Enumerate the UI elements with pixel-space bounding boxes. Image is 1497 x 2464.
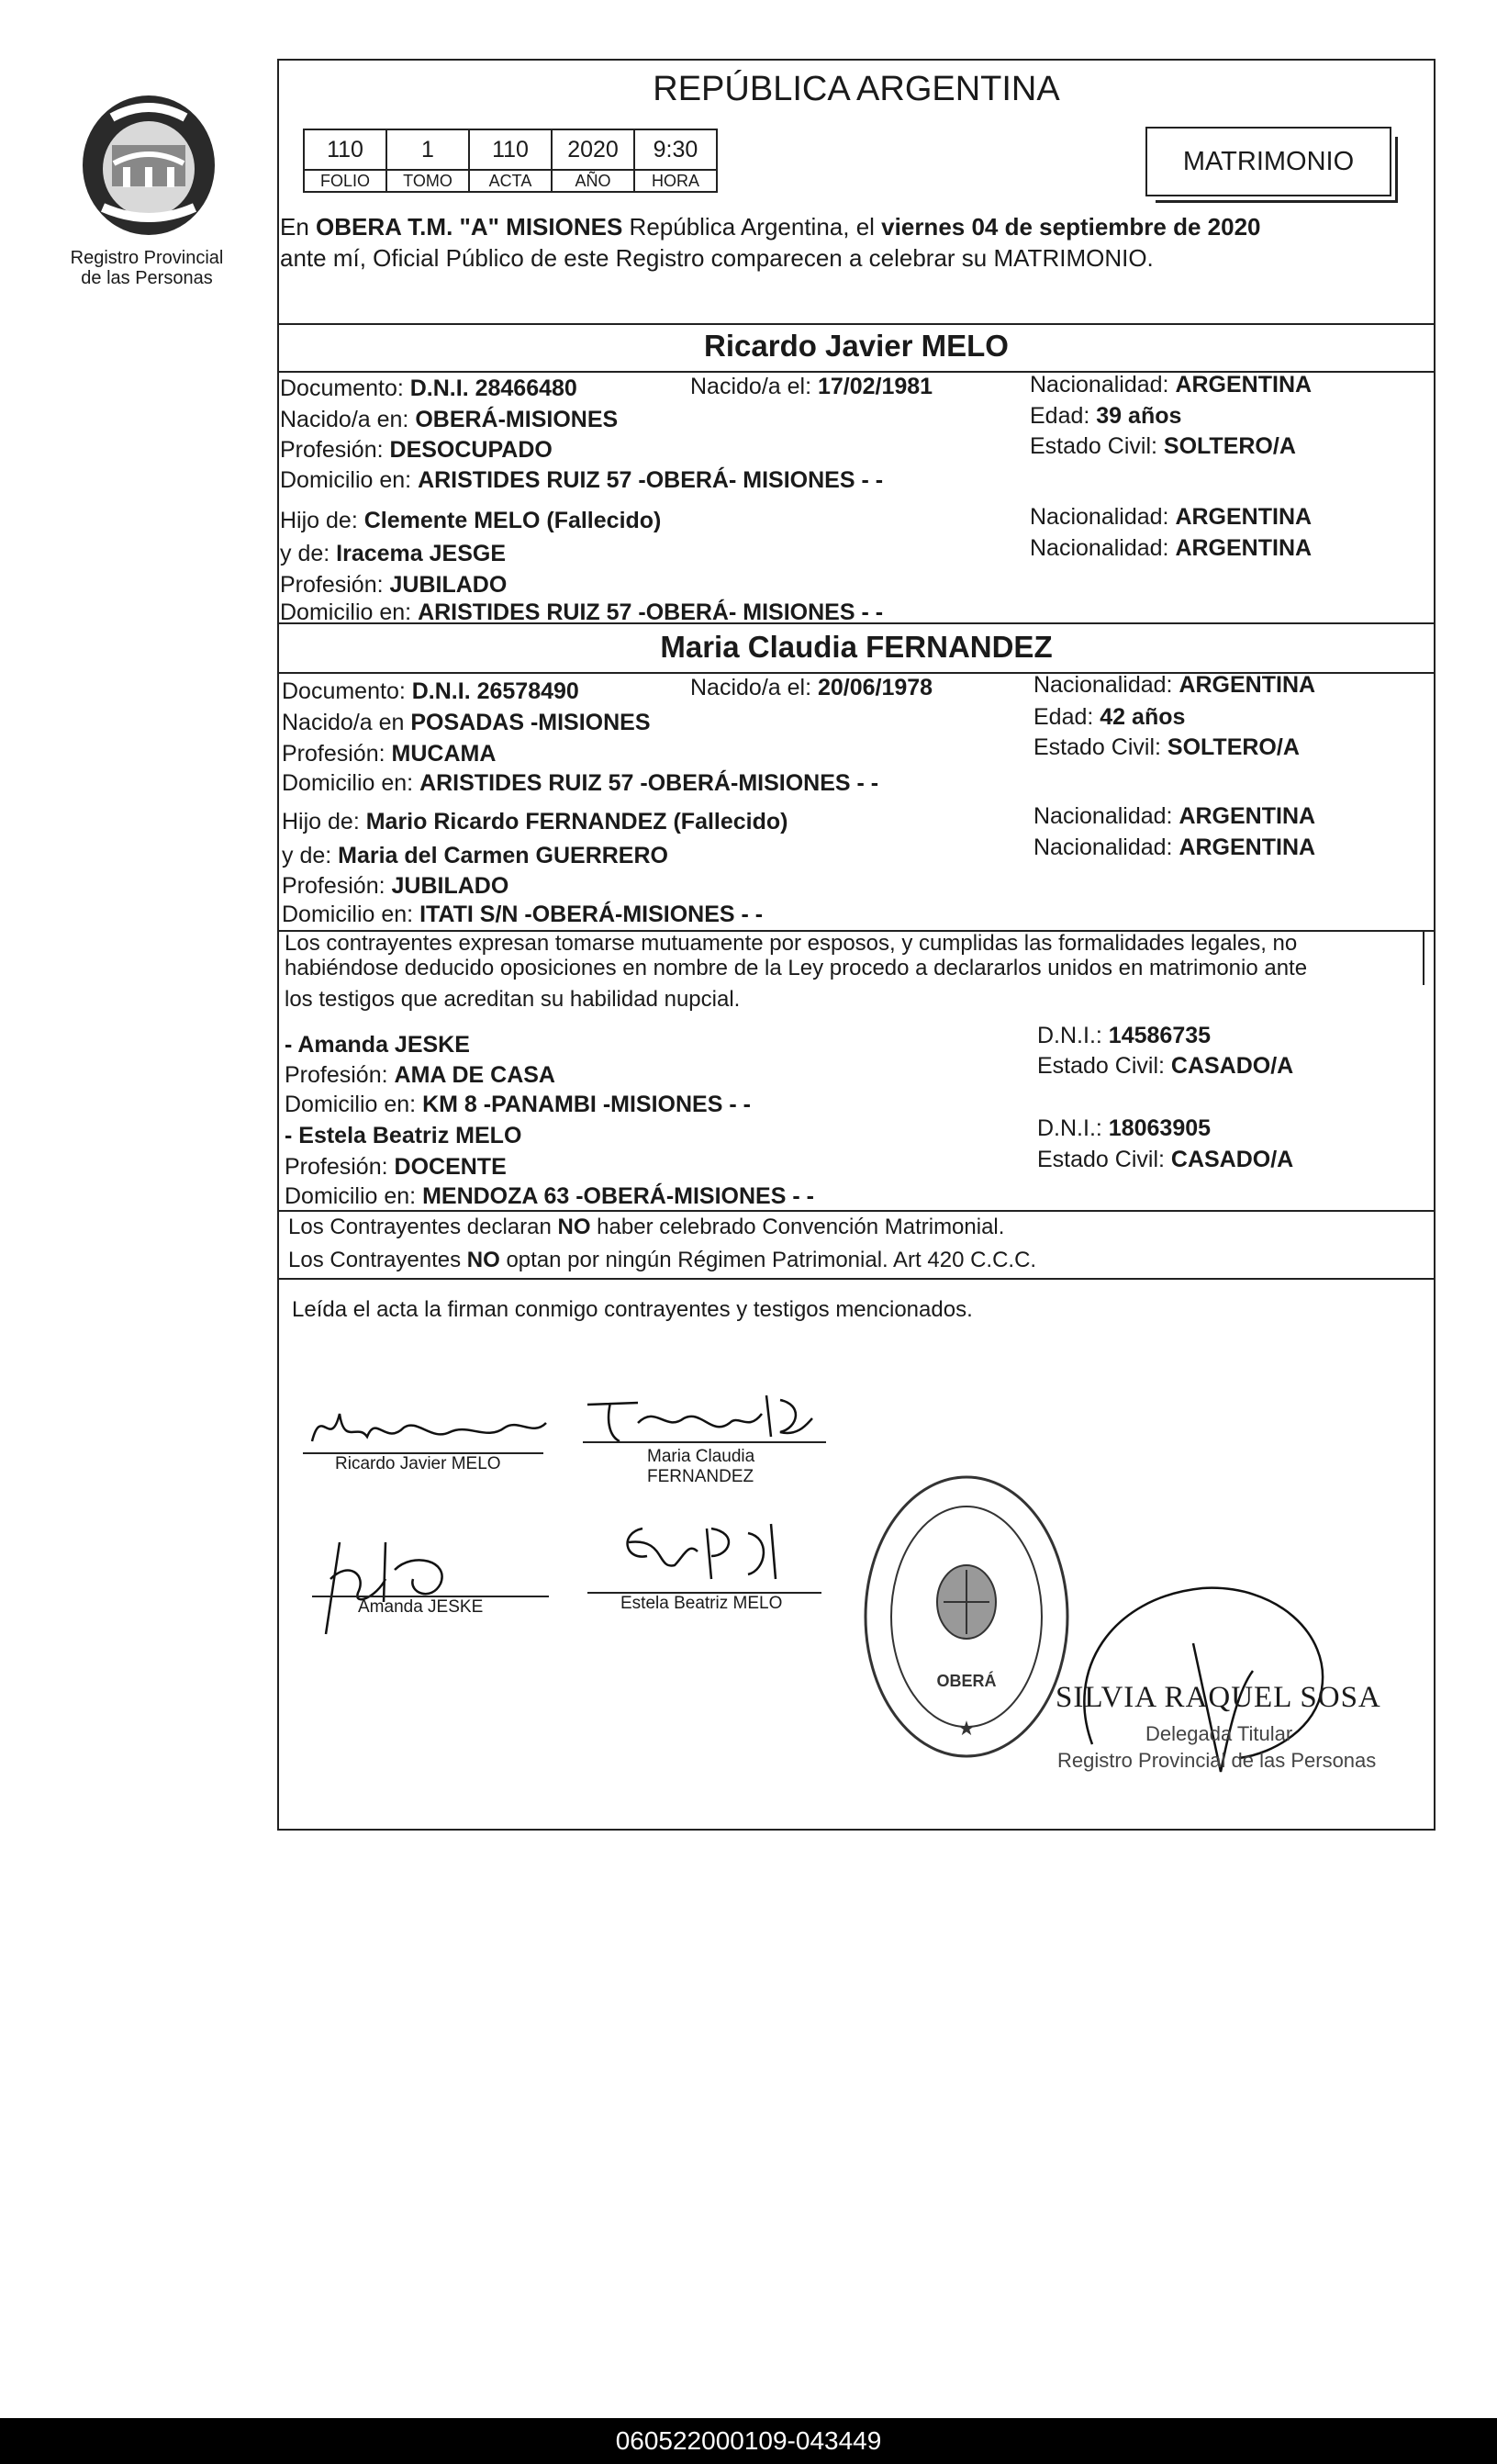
regime-line-2: Los Contrayentes NO optan por ningún Régimen Patrimonial. Art 420 C.C.C. (288, 1248, 1037, 1272)
spouse2-father: Hijo de: Mario Ricardo FERNANDEZ (Fallecido) (282, 809, 788, 834)
provincial-logo (75, 90, 222, 237)
record-type-box: MATRIMONIO (1145, 127, 1391, 196)
spouse1-age: Edad: 39 años (1030, 403, 1182, 429)
acta-label: ACTA (469, 170, 552, 192)
spouse1-profession: Profesión: DESOCUPADO (280, 437, 553, 463)
signature-name-2a: Maria Claudia (647, 1447, 755, 1466)
anio-label: AÑO (552, 170, 634, 192)
signature-name-3: Amanda JESKE (358, 1597, 484, 1617)
closing-text: Leída el acta la firman conmigo contrayentes y testigos mencionados. (292, 1297, 973, 1322)
spouse1-birthplace: Nacido/a en: OBERÁ-MISIONES (280, 407, 619, 432)
spouse1-mother: y de: Iracema JESGE (280, 541, 506, 566)
witness1-address: Domicilio en: KM 8 -PANAMBI -MISIONES - - (285, 1092, 751, 1117)
spouse1-mother-nationality: Nacionalidad: ARGENTINA (1030, 535, 1313, 561)
hora-label: HORA (634, 170, 717, 192)
seal-center-text: OBERÁ (936, 1672, 997, 1690)
spouse2-age: Edad: 42 años (1033, 704, 1186, 730)
witness1-profession: Profesión: AMA DE CASA (285, 1062, 555, 1088)
seal-stamp-icon (863, 1473, 1070, 1760)
svg-text:★: ★ (957, 1717, 976, 1740)
spouse2-address: Domicilio en: ARISTIDES RUIZ 57 -OBERÁ-MISIONES - - (282, 770, 879, 796)
declaration-line-1: Los contrayentes expresan tomarse mutuamente por esposos, y cumplidas las formalidades legales, no (285, 931, 1298, 956)
spouse2-civil-status: Estado Civil: SOLTERO/A (1033, 734, 1300, 760)
witness2-address: Domicilio en: MENDOZA 63 -OBERÁ-MISIONES - - (285, 1183, 814, 1209)
spouse2-birthdate: Nacido/a el: 20/06/1978 (690, 675, 933, 700)
spouse1-name: Ricardo Javier MELO (704, 329, 1009, 363)
folio-value: 110 (304, 129, 386, 170)
spouse2-nationality: Nacionalidad: ARGENTINA (1033, 672, 1316, 698)
officer-role: Delegada Titular (1145, 1722, 1293, 1745)
spouse1-birthdate: Nacido/a el: 17/02/1981 (690, 374, 933, 399)
footer-code: 060522000109-043449 (0, 2418, 1497, 2464)
declaration-line-3: los testigos que acreditan su habilidad nupcial. (285, 987, 741, 1012)
spouse2-parent-profession: Profesión: JUBILADO (282, 873, 509, 899)
spouse1-address: Domicilio en: ARISTIDES RUIZ 57 -OBERÁ- MISIONES - - (280, 467, 884, 493)
witness2-civil-status: Estado Civil: CASADO/A (1037, 1147, 1294, 1172)
spouse2-parent-address: Domicilio en: ITATI S/N -OBERÁ-MISIONES - - (282, 902, 764, 927)
signature-amanda (312, 1524, 477, 1643)
spouse2-document: Documento: D.N.I. 26578490 (282, 678, 579, 704)
spouse1-parent-profession: Profesión: JUBILADO (280, 572, 508, 598)
witness1-name: - Amanda JESKE (285, 1032, 470, 1058)
spouse1-document: Documento: D.N.I. 28466480 (280, 375, 577, 401)
declaration-line-2: habiéndose deducido oposiciones en nombre de la Ley procedo a declararlos unidos en matrimonio ante (285, 956, 1308, 980)
registry-table (303, 129, 718, 193)
intro-line-1: En OBERA T.M. "A" MISIONES República Argentina, el viernes 04 de septiembre de 2020 (280, 213, 1261, 241)
folio-label: FOLIO (304, 170, 386, 192)
intro-line-2: ante mí, Oficial Público de este Registro comparecen a celebrar su MATRIMONIO. (280, 244, 1154, 272)
anio-value: 2020 (552, 129, 634, 170)
hora-value: 9:30 (634, 129, 717, 170)
signature-name-4: Estela Beatriz MELO (620, 1594, 783, 1613)
spouse1-civil-status: Estado Civil: SOLTERO/A (1030, 433, 1296, 459)
witness1-dni: D.N.I.: 14586735 (1037, 1023, 1212, 1048)
spouse2-birthplace: Nacido/a en POSADAS -MISIONES (282, 710, 651, 735)
signature-ricardo (303, 1395, 560, 1460)
witness2-profession: Profesión: DOCENTE (285, 1154, 507, 1180)
spouse1-father-nationality: Nacionalidad: ARGENTINA (1030, 504, 1313, 530)
spouse1-nationality: Nacionalidad: ARGENTINA (1030, 372, 1313, 398)
regime-line-1: Los Contrayentes declaran NO haber celebrado Convención Matrimonial. (288, 1215, 1005, 1239)
witness2-dni: D.N.I.: 18063905 (1037, 1115, 1212, 1141)
signature-name-1: Ricardo Javier MELO (335, 1454, 501, 1473)
spouse2-profession: Profesión: MUCAMA (282, 741, 497, 767)
page-title: REPÚBLICA ARGENTINA (653, 70, 1060, 108)
spouse1-parent-address: Domicilio en: ARISTIDES RUIZ 57 -OBERÁ- MISIONES - - (280, 599, 884, 625)
signature-name-2b: FERNANDEZ (647, 1467, 754, 1486)
tomo-value: 1 (386, 129, 469, 170)
witness1-civil-status: Estado Civil: CASADO/A (1037, 1053, 1294, 1079)
officer-name: SILVIA RAQUEL SOSA (1056, 1681, 1381, 1714)
signature-estela (610, 1515, 794, 1597)
spouse2-mother: y de: Maria del Carmen GUERRERO (282, 843, 668, 868)
logo-caption: Registro Provincial de las Personas (70, 248, 224, 288)
misiones-shield-icon (75, 90, 222, 237)
spouse1-father: Hijo de: Clemente MELO (Fallecido) (280, 508, 662, 533)
official-seal (863, 1473, 1070, 1760)
spouse2-father-nationality: Nacionalidad: ARGENTINA (1033, 803, 1316, 829)
acta-value: 110 (469, 129, 552, 170)
spouse2-name: Maria Claudia FERNANDEZ (660, 630, 1053, 664)
officer-org: Registro Provincial de las Personas (1057, 1749, 1377, 1772)
seal-ring-text (863, 1473, 864, 1474)
spouse2-mother-nationality: Nacionalidad: ARGENTINA (1033, 834, 1316, 860)
witness2-name: - Estela Beatriz MELO (285, 1123, 522, 1148)
tomo-label: TOMO (386, 170, 469, 192)
